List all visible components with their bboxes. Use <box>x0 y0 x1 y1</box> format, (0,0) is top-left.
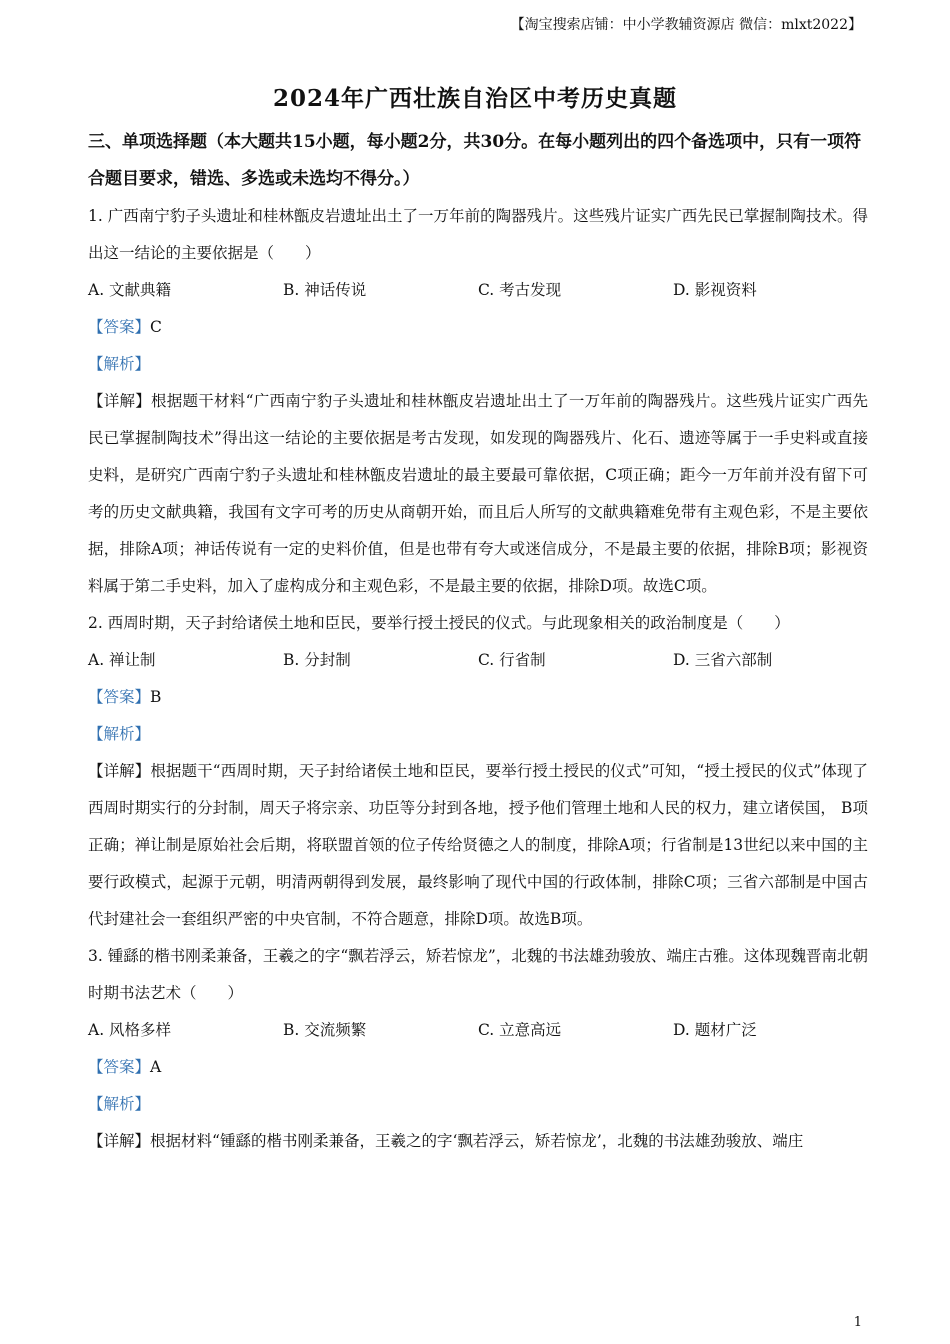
option-d: D. 三省六部制 <box>673 651 773 669</box>
question-stem: 1. 广西南宁豹子头遗址和桂林甑皮岩遗址出土了一万年前的陶器残片。这些残片证实广西先民已掌握制陶技术。得出这一结论的主要依据是（ ） <box>88 207 868 262</box>
option-b: B. 分封制 <box>283 651 351 669</box>
header-note: 【淘宝搜索店铺：中小学教辅资源店 微信：mlxt2022】 <box>510 17 862 33</box>
option-c: C. 考古发现 <box>478 281 562 299</box>
option-b: B. 神话传说 <box>283 281 367 299</box>
answer-line <box>88 1049 868 1086</box>
option-a: A. 文献典籍 <box>88 281 172 299</box>
question-stem: 2. 西周时期，天子封给诸侯土地和臣民，要举行授土授民的仪式。与此现象相关的政治制度是（ ） <box>88 614 790 632</box>
question-1 <box>88 198 868 605</box>
answer-line <box>88 309 868 346</box>
answer-tag: 【答案】 <box>88 318 151 336</box>
answer-tag: 【答案】 <box>88 688 151 706</box>
analysis-tag: 【解析】 <box>88 355 151 373</box>
detail-text: 根据题干材料“广西南宁豹子头遗址和桂林甑皮岩遗址出土了一万年前的陶器残片。这些残片证实广西先民已掌握制陶技术”得出这一结论的主要依据是考古发现，如发现的陶器残片、化石、遗迹等属于一手史料或直接史料，是研究广西南宁豹子头遗址和桂林甑皮岩遗址的最主要最可靠依据，C项正确；距今一万年前并没有留下可考的历史文献典籍，我国有文字可考的历史从商朝开始，而且后人所写的文献典籍难免带有主观色彩，不是主要依据，排除A项；神话传说有一定的史料价值，但是也带有夸大或迷信成分，不是最主要的依据，排除B项；影视资料属于第二手史料，加入了虚构成分和主观色彩，不是最主要的依据，排除D项。故选C项。 <box>88 392 868 595</box>
document-body <box>88 124 868 1160</box>
analysis-line <box>88 716 868 753</box>
page-number: 1 <box>853 1315 862 1330</box>
answer-tag: 【答案】 <box>88 1058 151 1076</box>
question-stem: 3. 锺繇的楷书刚柔兼备，王羲之的字“飘若浮云，矫若惊龙”，北魏的书法雄劲骏放、端庄古雅。这体现魏晋南北朝时期书法艺术（ ） <box>88 947 868 1002</box>
analysis-line <box>88 346 868 383</box>
option-c: C. 行省制 <box>478 651 546 669</box>
answer-line <box>88 679 868 716</box>
answer-value: A <box>150 1058 162 1076</box>
answer-value: B <box>150 688 162 706</box>
detail-text: 根据题干“西周时期，天子封给诸侯土地和臣民，要举行授土授民的仪式”可知，“授土授民的仪式”体现了西周时期实行的分封制，周天子将宗亲、功臣等分封到各地，授予他们管理土地和人民的权力，建立诸侯国， B项正确；禅让制是原始社会后期，将联盟首领的位子传给贤德之人的制度，排除A项；行省制是13世纪以来中国的主要行政模式，起源于元朝，明清两朝得到发展，最终影响了现代中国的行政体制，排除C项；三省六部制是中国古代封建社会一套组织严密的中央官制，不符合题意，排除D项。故选B项。 <box>88 762 868 928</box>
option-b: B. 交流频繁 <box>283 1021 367 1039</box>
page-title: 2024年广西壮族自治区中考历史真题 <box>272 85 677 112</box>
question-options <box>88 272 868 309</box>
answer-value: C <box>150 318 162 336</box>
analysis-tag: 【解析】 <box>88 1095 151 1113</box>
detail-tag: 【详解】 <box>88 762 151 780</box>
detail-tag: 【详解】 <box>88 392 152 410</box>
section-heading: 三、单项选择题（本大题共15小题，每小题2分，共30分。在每小题列出的四个备选项中，只有一项符合题目要求，错选、多选或未选均不得分。） <box>88 132 862 189</box>
analysis-tag: 【解析】 <box>88 725 151 743</box>
question-options <box>88 1012 868 1049</box>
analysis-line <box>88 1086 868 1123</box>
detail-paragraph <box>88 383 868 605</box>
detail-tag: 【详解】 <box>88 1132 151 1150</box>
option-a: A. 禅让制 <box>88 651 156 669</box>
option-d: D. 影视资料 <box>673 281 757 299</box>
question-3 <box>88 938 868 1160</box>
detail-paragraph <box>88 753 868 938</box>
detail-text: 根据材料“锺繇的楷书刚柔兼备，王羲之的字‘飘若浮云，矫若惊龙’，北魏的书法雄劲骏放、端庄 <box>150 1132 804 1150</box>
question-2 <box>88 605 868 938</box>
question-options <box>88 642 868 679</box>
detail-paragraph <box>88 1123 868 1160</box>
option-a: A. 风格多样 <box>88 1021 172 1039</box>
option-c: C. 立意高远 <box>478 1021 562 1039</box>
option-d: D. 题材广泛 <box>673 1021 757 1039</box>
